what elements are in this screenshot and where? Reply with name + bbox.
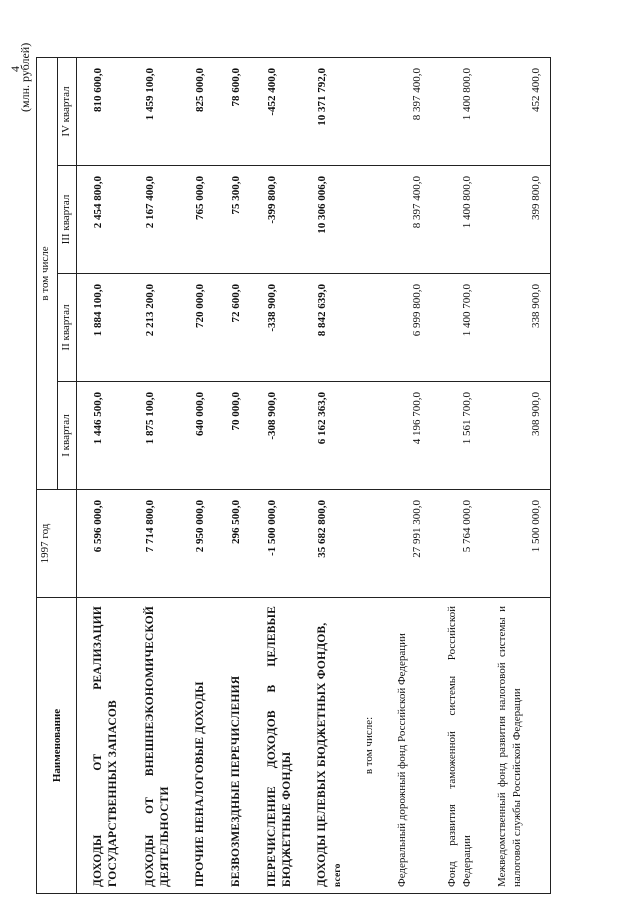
- cell-q3: 2 454 800,0: [77, 166, 129, 274]
- page-number: 4: [8, 66, 22, 72]
- cell-year: 1 500 000,0: [481, 490, 551, 598]
- cell-q2: 2 213 200,0: [129, 274, 179, 382]
- cell-q4: 825 000,0: [179, 57, 215, 165]
- table-row: [381, 57, 431, 893]
- row-name: ДОХОДЫ ОТ ВНЕШНЕЭКОНОМИЧЕСКОЙ ДЕЯТЕЛЬНОСТИ: [129, 598, 179, 894]
- header-q4: IV квартал: [58, 57, 77, 165]
- header-year: 1997 год: [37, 490, 77, 598]
- table-row: [301, 57, 352, 893]
- header-group: в том числе: [37, 57, 58, 489]
- cell-q1: 1 446 500,0: [77, 382, 129, 490]
- cell-q3: 2 167 400,0: [129, 166, 179, 274]
- units-label: (млн. рублей): [18, 42, 32, 112]
- cell-q1: 1 875 100,0: [129, 382, 179, 490]
- cell-q4: 1 400 800,0: [431, 57, 481, 165]
- cell-q2: 720 000,0: [179, 274, 215, 382]
- cell-q4: 452 400,0: [481, 57, 551, 165]
- table-row: [251, 57, 301, 893]
- cell-q2: 338 900,0: [481, 274, 551, 382]
- cell-q1: 308 900,0: [481, 382, 551, 490]
- row-name: ПЕРЕЧИСЛЕНИЕ ДОХОДОВ В ЦЕЛЕВЫЕ БЮДЖЕТНЫЕ ФОНДЫ: [251, 598, 301, 894]
- cell-q3: 8 397 400,0: [381, 166, 431, 274]
- fund-name: Межведомственный фонд развития налоговой системы и налоговой службы Российской Федерации: [481, 598, 551, 894]
- cell-year: 35 682 800,0: [301, 490, 352, 598]
- row-name: [301, 598, 352, 894]
- cell-year: 27 991 300,0: [381, 490, 431, 598]
- table-row: [179, 57, 215, 893]
- subheading: в том числе:: [352, 598, 381, 894]
- table-row: [129, 57, 179, 893]
- cell-q3: 765 000,0: [179, 166, 215, 274]
- row-name-main: ДОХОДЫ ЦЕЛЕВЫХ БЮДЖЕТНЫХ ФОНДОВ,: [315, 622, 328, 887]
- header-q3: III квартал: [58, 166, 77, 274]
- fund-name: Фонд развития таможенной системы Российской Федерации: [431, 598, 481, 894]
- cell-q2: -338 900,0: [251, 274, 301, 382]
- cell-q1: -308 900,0: [251, 382, 301, 490]
- cell-q4: 78 600,0: [215, 57, 251, 165]
- cell-year: 2 950 000,0: [179, 490, 215, 598]
- cell-q3: -399 800,0: [251, 166, 301, 274]
- cell-year: 7 714 800,0: [129, 490, 179, 598]
- cell-q1: 640 000,0: [179, 382, 215, 490]
- cell-year: 296 500,0: [215, 490, 251, 598]
- cell-q1: 4 196 700,0: [381, 382, 431, 490]
- row-name: ПРОЧИЕ НЕНАЛОГОВЫЕ ДОХОДЫ: [179, 598, 215, 894]
- table-row: [431, 57, 481, 893]
- table-row: [352, 57, 381, 893]
- cell-year: 6 596 000,0: [77, 490, 129, 598]
- cell-q3: 399 800,0: [481, 166, 551, 274]
- row-name: ДОХОДЫ ОТ РЕАЛИЗАЦИИ ГОСУДАРСТВЕННЫХ ЗАПАСОВ: [77, 598, 129, 894]
- cell-q3: 75 300,0: [215, 166, 251, 274]
- cell-q2: 6 999 800,0: [381, 274, 431, 382]
- cell-q1: 70 000,0: [215, 382, 251, 490]
- cell-q1: 1 561 700,0: [431, 382, 481, 490]
- cell-q2: 72 600,0: [215, 274, 251, 382]
- header-q2: II квартал: [58, 274, 77, 382]
- cell-year: -1 500 000,0: [251, 490, 301, 598]
- cell-q2: 8 842 639,0: [301, 274, 352, 382]
- row-name: БЕЗВОЗМЕЗДНЫЕ ПЕРЕЧИСЛЕНИЯ: [215, 598, 251, 894]
- cell-q4: 8 397 400,0: [381, 57, 431, 165]
- cell-q4: -452 400,0: [251, 57, 301, 165]
- table-row: [215, 57, 251, 893]
- cell-q2: 1 400 700,0: [431, 274, 481, 382]
- cell-year: 5 764 000,0: [431, 490, 481, 598]
- table-row: [77, 57, 129, 893]
- header-q1: I квартал: [58, 382, 77, 490]
- cell-q4: 810 600,0: [77, 57, 129, 165]
- table-row: [481, 57, 551, 893]
- cell-q2: 1 884 100,0: [77, 274, 129, 382]
- cell-q4: 1 459 100,0: [129, 57, 179, 165]
- cell-q3: 1 400 800,0: [431, 166, 481, 274]
- fund-name: Федеральный дорожный фонд Российской Федерации: [381, 598, 431, 894]
- cell-q4: 10 371 792,0: [301, 57, 352, 165]
- row-name-suffix: всего: [332, 863, 343, 887]
- header-name: Наименование: [37, 598, 77, 894]
- revenue-table: [36, 57, 551, 894]
- cell-q3: 10 306 006,0: [301, 166, 352, 274]
- cell-q1: 6 162 363,0: [301, 382, 352, 490]
